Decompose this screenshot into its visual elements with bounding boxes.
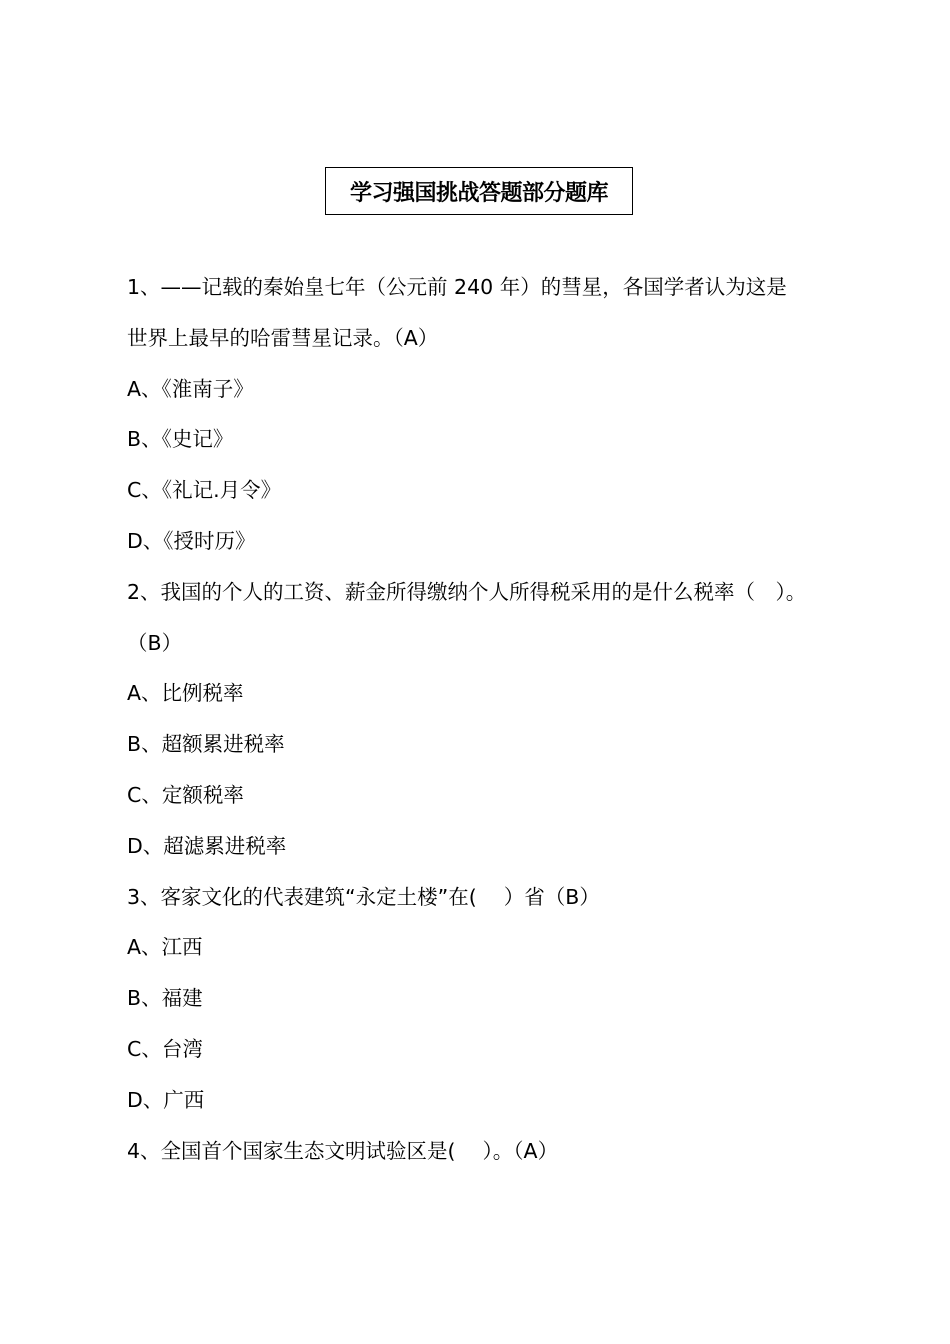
question-2-text-line-1: 2、我国的个人的工资、薪金所得缴纳个人所得税采用的是什么税率（ ）。: [127, 579, 807, 604]
question-1-text-line-1: 1、——记载的秦始皇七年（公元前 240 年）的彗星，各国学者认为这是: [127, 275, 787, 299]
question-1-option-b: B、《史记》: [127, 427, 234, 452]
question-3-option-c: C、台湾: [127, 1036, 203, 1061]
question-3-text: 3、客家文化的代表建筑“永定土楼”在( ）省（B）: [127, 884, 600, 909]
question-2-option-a: A、比例税率: [127, 681, 244, 706]
question-3-option-d: D、广西: [127, 1087, 205, 1112]
question-2-text-line-2: （B）: [127, 630, 183, 655]
question-1-option-a: A、《淮南子》: [127, 376, 254, 401]
question-1-text-line-2: 世界上最早的哈雷彗星记录。（A）: [127, 325, 439, 350]
question-2-option-d: D、超滤累进税率: [127, 833, 287, 858]
question-list: [127, 262, 842, 1176]
document-title: 学习强国挑战答题部分题库: [325, 167, 633, 215]
question-2-option-b: B、超额累进税率: [127, 732, 285, 757]
question-3-option-a: A、江西: [127, 935, 203, 960]
question-3-option-b: B、福建: [127, 986, 203, 1011]
question-1-option-c: C、《礼记.月令》: [127, 478, 282, 503]
question-2-option-c: C、定额税率: [127, 782, 244, 807]
question-1-option-d: D、《授时历》: [127, 528, 256, 553]
question-4-text: 4、全国首个国家生态文明试验区是( ）。（A）: [127, 1138, 559, 1163]
